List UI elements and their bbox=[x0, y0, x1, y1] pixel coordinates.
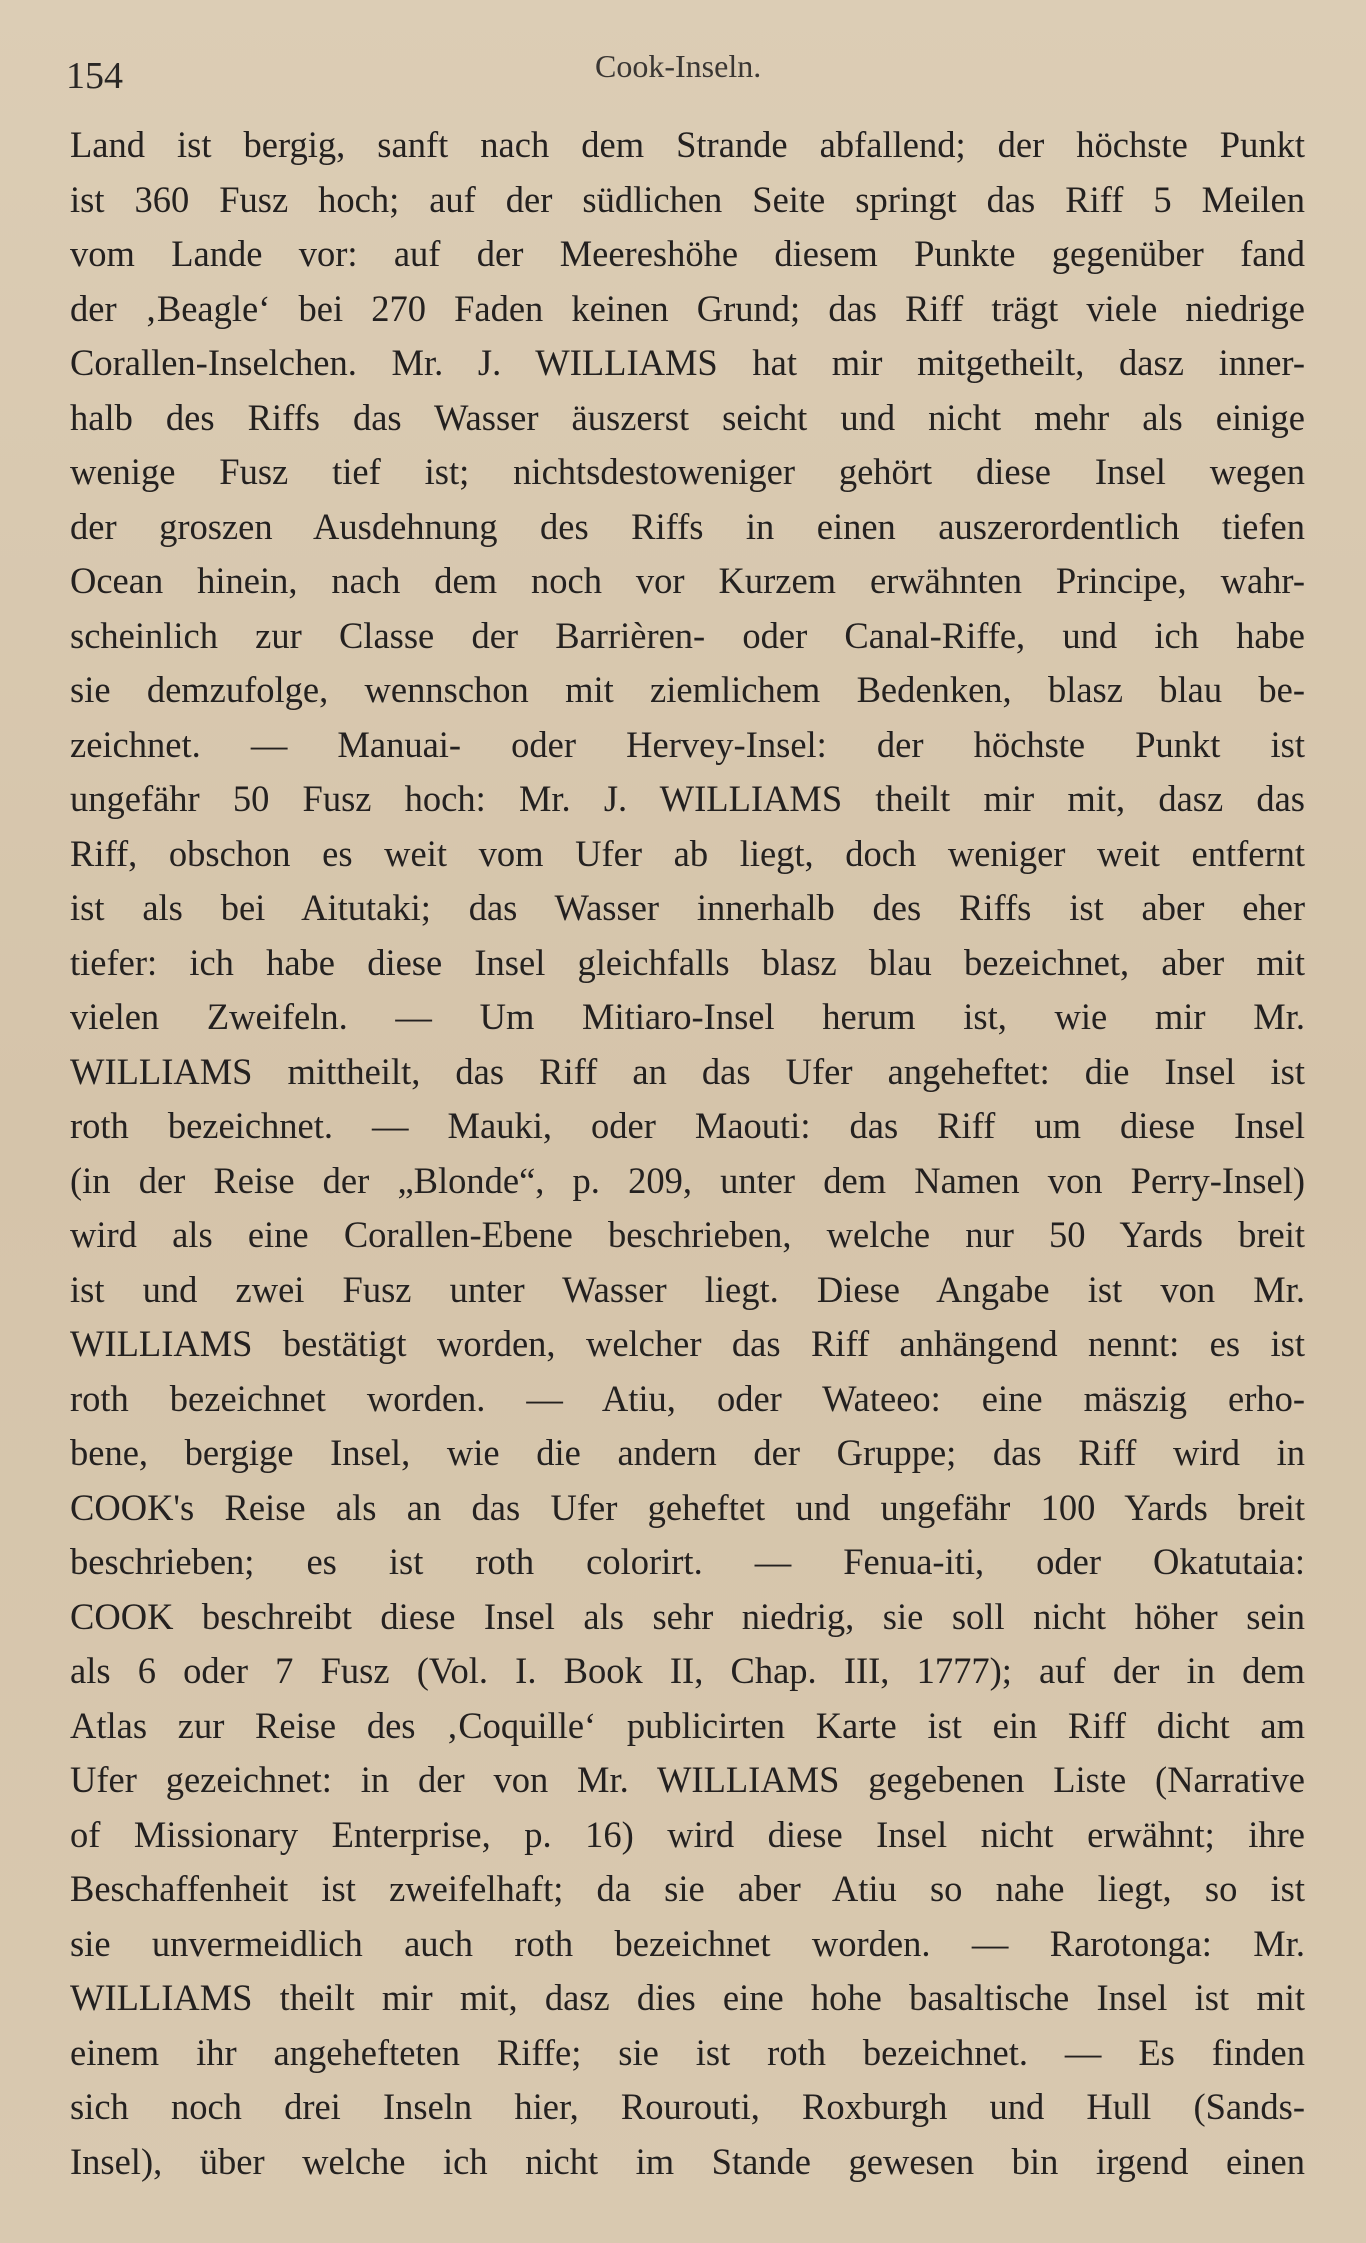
text-line: WILLIAMS mittheilt, das Riff an das Ufer angeheftet: die Insel ist bbox=[70, 1050, 1305, 1092]
text-line: ist als bei Aitutaki; das Wasser innerhalb des Riffs ist aber eher bbox=[70, 887, 1305, 928]
text-line: wenige Fusz tief ist; nichtsdestoweniger gehört diese Insel wegen bbox=[70, 451, 1305, 492]
text-line: Riff, obschon es weit vom Ufer ab liegt, doch weniger weit entfernt bbox=[70, 832, 1305, 874]
text-line: Corallen-Inselchen. Mr. J. WILLIAMS hat mir mitgetheilt, dasz inner- bbox=[70, 342, 1305, 383]
text-line: als 6 oder 7 Fusz (Vol. I. Book II, Chap. III, 1777); auf der in dem bbox=[70, 1650, 1305, 1691]
text-line: bene, bergige Insel, wie die andern der Gruppe; das Riff wird in bbox=[70, 1432, 1305, 1473]
text-line: roth bezeichnet. — Mauki, oder Maouti: das Riff um diese Insel bbox=[70, 1105, 1305, 1146]
text-line: sich noch drei Inseln hier, Rourouti, Roxburgh und Hull (Sands- bbox=[70, 2086, 1305, 2127]
text-line: of Missionary Enterprise, p. 16) wird diese Insel nicht erwähnt; ihre bbox=[70, 1813, 1305, 1855]
text-line: tiefer: ich habe diese Insel gleichfalls blasz blau bezeichnet, aber mit bbox=[70, 941, 1305, 983]
text-line: vom Lande vor: auf der Meereshöhe diesem Punkte gegenüber fand bbox=[70, 233, 1305, 274]
running-head: Cook-Inseln. bbox=[595, 48, 762, 84]
text-line: sie demzufolge, wennschon mit ziemlichem Bedenken, blasz blau be- bbox=[70, 669, 1305, 710]
text-line: Ufer gezeichnet: in der von Mr. WILLIAMS gegebenen Liste (Narrative bbox=[70, 1759, 1305, 1800]
text-line: ungefähr 50 Fusz hoch: Mr. J. WILLIAMS theilt mir mit, dasz das bbox=[70, 778, 1305, 819]
text-line: Land ist bergig, sanft nach dem Strande abfallend; der höchste Punkt bbox=[70, 124, 1305, 165]
text-line: der groszen Ausdehnung des Riffs in einen auszerordentlich tiefen bbox=[70, 505, 1305, 547]
text-line: (in der Reise der „Blonde“, p. 209, unter dem Namen von Perry-Insel) bbox=[70, 1159, 1305, 1201]
text-line: roth bezeichnet worden. — Atiu, oder Wateeo: eine mäszig erho- bbox=[70, 1377, 1305, 1419]
text-line: COOK's Reise als an das Ufer geheftet und ungefähr 100 Yards breit bbox=[70, 1486, 1305, 1528]
text-line: WILLIAMS bestätigt worden, welcher das Riff anhängend nennt: es ist bbox=[70, 1323, 1305, 1364]
text-line: vielen Zweifeln. — Um Mitiaro-Insel herum ist, wie mir Mr. bbox=[70, 996, 1305, 1037]
text-line: beschrieben; es ist roth colorirt. — Fenua-iti, oder Okatutaia: bbox=[70, 1541, 1305, 1582]
text-line: zeichnet. — Manuai- oder Hervey-Insel: der höchste Punkt ist bbox=[70, 723, 1305, 765]
text-line: halb des Riffs das Wasser äuszerst seicht und nicht mehr als einige bbox=[70, 396, 1305, 438]
text-line: COOK beschreibt diese Insel als sehr niedrig, sie soll nicht höher sein bbox=[70, 1595, 1305, 1637]
text-line: Ocean hinein, nach dem noch vor Kurzem erwähnten Principe, wahr- bbox=[70, 560, 1305, 601]
text-line: scheinlich zur Classe der Barrièren- oder Canal-Riffe, und ich habe bbox=[70, 614, 1305, 656]
body-text bbox=[70, 118, 1305, 2189]
text-line: WILLIAMS theilt mir mit, dasz dies eine hohe basaltische Insel ist mit bbox=[70, 1977, 1305, 2018]
text-line: ist und zwei Fusz unter Wasser liegt. Diese Angabe ist von Mr. bbox=[70, 1268, 1305, 1310]
text-line: ist 360 Fusz hoch; auf der südlichen Seite springt das Riff 5 Meilen bbox=[70, 178, 1305, 220]
text-line: der ‚Beagle‘ bei 270 Faden keinen Grund; das Riff trägt viele niedrige bbox=[70, 287, 1305, 329]
text-line: wird als eine Corallen-Ebene beschrieben, welche nur 50 Yards breit bbox=[70, 1214, 1305, 1255]
text-line: Beschaffenheit ist zweifelhaft; da sie aber Atiu so nahe liegt, so ist bbox=[70, 1868, 1305, 1909]
page-number: 154 bbox=[66, 55, 123, 97]
text-line: sie unvermeidlich auch roth bezeichnet worden. — Rarotonga: Mr. bbox=[70, 1922, 1305, 1964]
page-header bbox=[0, 40, 1366, 100]
text-line: Insel), über welche ich nicht im Stande gewesen bin irgend einen bbox=[70, 2140, 1305, 2182]
text-line: Atlas zur Reise des ‚Coquille‘ publicirten Karte ist ein Riff dicht am bbox=[70, 1704, 1305, 1746]
text-line: einem ihr angehefteten Riffe; sie ist roth bezeichnet. — Es finden bbox=[70, 2031, 1305, 2073]
